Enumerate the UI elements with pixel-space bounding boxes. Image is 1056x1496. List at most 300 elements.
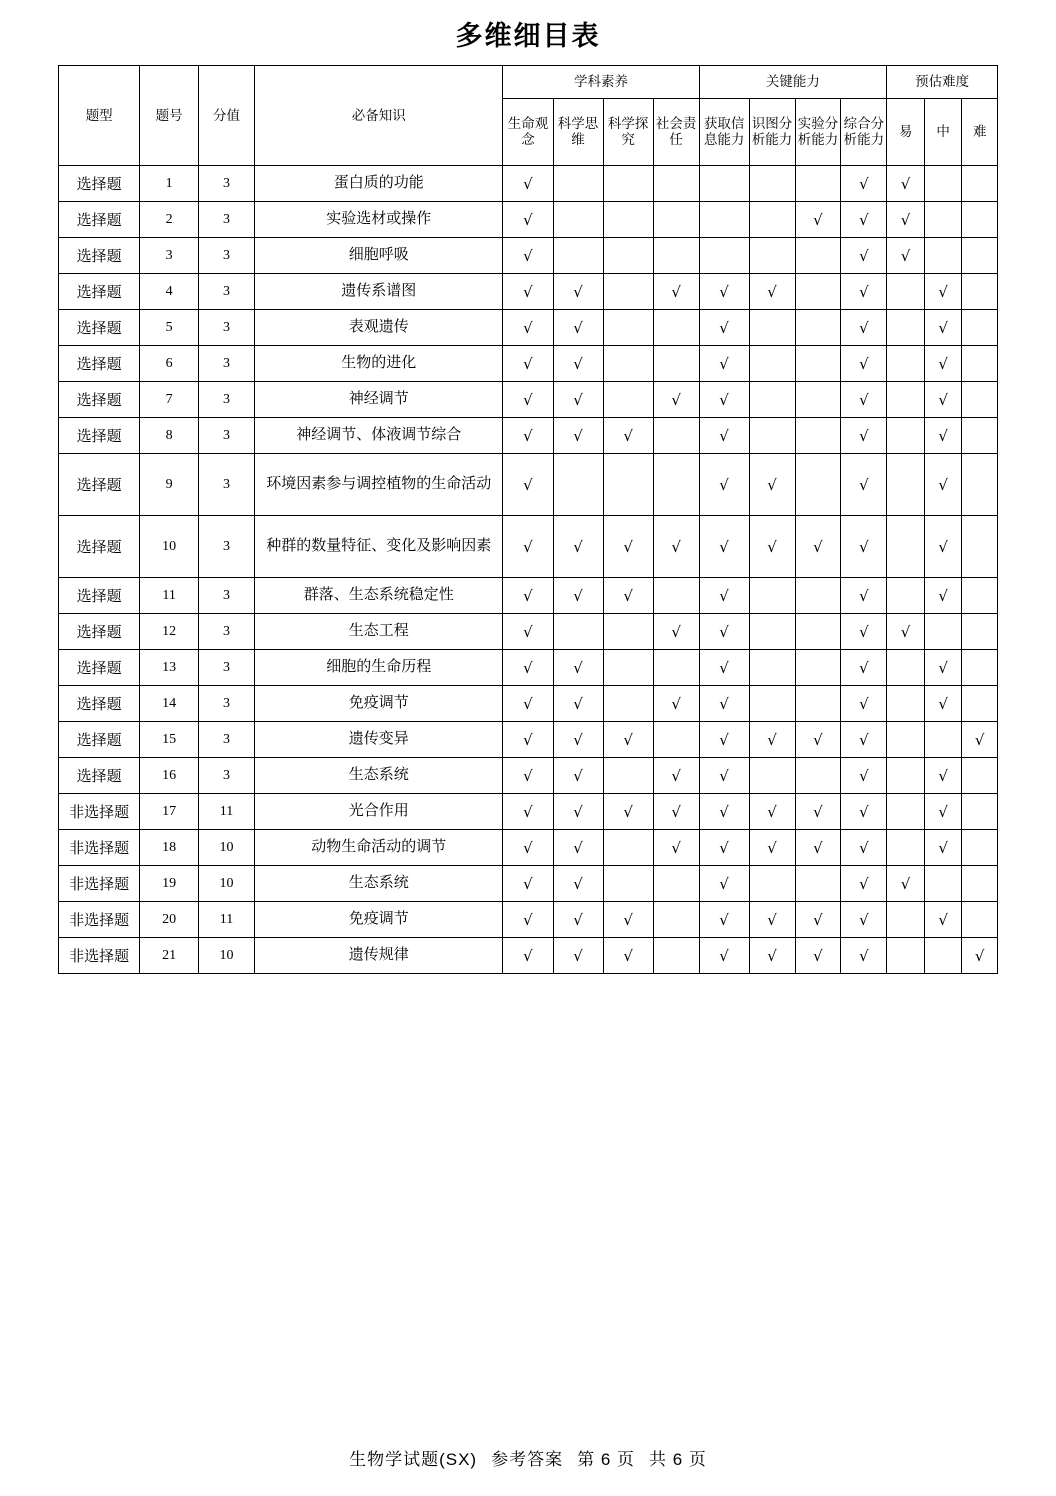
check-mark-icon: √ bbox=[573, 426, 583, 445]
table-row bbox=[59, 346, 998, 382]
cell-literacy-0 bbox=[503, 794, 553, 830]
cell-qnum: 3 bbox=[140, 238, 198, 274]
cell-ability-2 bbox=[795, 866, 841, 902]
cell-literacy-1 bbox=[553, 516, 603, 578]
cell-difficulty-0 bbox=[887, 310, 925, 346]
cell-ability-3 bbox=[841, 830, 887, 866]
cell-literacy-3 bbox=[653, 866, 699, 902]
check-mark-icon: √ bbox=[859, 390, 869, 409]
cell-difficulty-0 bbox=[887, 418, 925, 454]
cell-literacy-1 bbox=[553, 382, 603, 418]
cell-literacy-1 bbox=[553, 902, 603, 938]
cell-ability-3 bbox=[841, 382, 887, 418]
check-mark-icon: √ bbox=[671, 622, 681, 641]
cell-ability-2 bbox=[795, 382, 841, 418]
cell-ability-0 bbox=[699, 454, 749, 516]
cell-qtype: 非选择题 bbox=[59, 938, 140, 974]
check-mark-icon: √ bbox=[719, 658, 729, 677]
cell-ability-2 bbox=[795, 614, 841, 650]
check-mark-icon: √ bbox=[813, 946, 823, 965]
cell-knowledge: 动物生命活动的调节 bbox=[255, 830, 503, 866]
cell-literacy-0 bbox=[503, 902, 553, 938]
cell-qnum: 1 bbox=[140, 166, 198, 202]
cell-literacy-3 bbox=[653, 794, 699, 830]
cell-literacy-2 bbox=[603, 866, 653, 902]
footer-answer-label: 参考答案 bbox=[491, 1450, 564, 1469]
check-mark-icon: √ bbox=[767, 730, 777, 749]
cell-difficulty-1 bbox=[924, 274, 962, 310]
check-mark-icon: √ bbox=[938, 426, 948, 445]
cell-difficulty-1 bbox=[924, 722, 962, 758]
column-header-literacy-0: 生命观念 bbox=[503, 99, 553, 166]
table-row bbox=[59, 866, 998, 902]
check-mark-icon: √ bbox=[859, 318, 869, 337]
check-mark-icon: √ bbox=[719, 354, 729, 373]
cell-knowledge: 遗传变异 bbox=[255, 722, 503, 758]
check-mark-icon: √ bbox=[938, 318, 948, 337]
cell-difficulty-0 bbox=[887, 274, 925, 310]
check-mark-icon: √ bbox=[719, 946, 729, 965]
check-mark-icon: √ bbox=[719, 622, 729, 641]
cell-literacy-3 bbox=[653, 382, 699, 418]
cell-ability-1 bbox=[749, 686, 795, 722]
cell-ability-3 bbox=[841, 578, 887, 614]
cell-literacy-1 bbox=[553, 346, 603, 382]
cell-literacy-1 bbox=[553, 202, 603, 238]
cell-literacy-0 bbox=[503, 418, 553, 454]
cell-ability-3 bbox=[841, 866, 887, 902]
cell-ability-3 bbox=[841, 614, 887, 650]
cell-ability-2 bbox=[795, 578, 841, 614]
cell-ability-3 bbox=[841, 202, 887, 238]
cell-knowledge: 实验选材或操作 bbox=[255, 202, 503, 238]
check-mark-icon: √ bbox=[900, 622, 911, 641]
check-mark-icon: √ bbox=[859, 426, 869, 445]
cell-ability-0 bbox=[699, 614, 749, 650]
cell-literacy-2 bbox=[603, 274, 653, 310]
column-header-ability-2: 实验分析能力 bbox=[795, 99, 841, 166]
cell-literacy-0 bbox=[503, 274, 553, 310]
column-header-literacy-3: 社会责任 bbox=[653, 99, 699, 166]
cell-literacy-3 bbox=[653, 346, 699, 382]
cell-literacy-2 bbox=[603, 516, 653, 578]
table-row bbox=[59, 382, 998, 418]
cell-ability-0 bbox=[699, 310, 749, 346]
check-mark-icon: √ bbox=[813, 838, 823, 857]
check-mark-icon: √ bbox=[859, 874, 869, 893]
cell-difficulty-1 bbox=[924, 758, 962, 794]
cell-ability-1 bbox=[749, 274, 795, 310]
cell-score: 3 bbox=[198, 578, 254, 614]
table-row bbox=[59, 274, 998, 310]
cell-literacy-2 bbox=[603, 578, 653, 614]
cell-literacy-0 bbox=[503, 202, 553, 238]
cell-qnum: 10 bbox=[140, 516, 198, 578]
cell-ability-1 bbox=[749, 346, 795, 382]
cell-literacy-0 bbox=[503, 614, 553, 650]
cell-score: 11 bbox=[198, 902, 254, 938]
cell-difficulty-1 bbox=[924, 902, 962, 938]
cell-ability-1 bbox=[749, 722, 795, 758]
check-mark-icon: √ bbox=[900, 874, 911, 893]
cell-literacy-2 bbox=[603, 686, 653, 722]
cell-ability-3 bbox=[841, 274, 887, 310]
cell-difficulty-0 bbox=[887, 516, 925, 578]
cell-score: 3 bbox=[198, 454, 254, 516]
check-mark-icon: √ bbox=[859, 730, 869, 749]
cell-knowledge: 神经调节 bbox=[255, 382, 503, 418]
check-mark-icon: √ bbox=[813, 537, 823, 556]
cell-ability-2 bbox=[795, 418, 841, 454]
cell-ability-3 bbox=[841, 722, 887, 758]
cell-qnum: 11 bbox=[140, 578, 198, 614]
check-mark-icon: √ bbox=[623, 586, 633, 605]
cell-score: 3 bbox=[198, 686, 254, 722]
cell-literacy-1 bbox=[553, 614, 603, 650]
group-header-literacy: 学科素养 bbox=[503, 66, 699, 99]
cell-ability-3 bbox=[841, 166, 887, 202]
cell-literacy-2 bbox=[603, 830, 653, 866]
check-mark-icon: √ bbox=[938, 838, 948, 857]
cell-score: 3 bbox=[198, 238, 254, 274]
column-header-difficulty-2: 难 bbox=[962, 99, 998, 166]
cell-knowledge: 群落、生态系统稳定性 bbox=[255, 578, 503, 614]
table-row bbox=[59, 166, 998, 202]
check-mark-icon: √ bbox=[573, 658, 583, 677]
check-mark-icon: √ bbox=[523, 174, 533, 193]
group-header-difficulty: 预估难度 bbox=[887, 66, 998, 99]
cell-difficulty-0 bbox=[887, 902, 925, 938]
page-footer bbox=[0, 1445, 1056, 1470]
cell-difficulty-2 bbox=[962, 310, 998, 346]
check-mark-icon: √ bbox=[719, 766, 729, 785]
cell-literacy-2 bbox=[603, 794, 653, 830]
check-mark-icon: √ bbox=[719, 838, 729, 857]
cell-knowledge: 生态系统 bbox=[255, 866, 503, 902]
table-row bbox=[59, 614, 998, 650]
cell-literacy-1 bbox=[553, 166, 603, 202]
check-mark-icon: √ bbox=[573, 318, 583, 337]
cell-qtype: 选择题 bbox=[59, 454, 140, 516]
column-header-difficulty-0: 易 bbox=[887, 99, 925, 166]
check-mark-icon: √ bbox=[813, 210, 823, 229]
check-mark-icon: √ bbox=[623, 802, 633, 821]
cell-qtype: 选择题 bbox=[59, 578, 140, 614]
cell-literacy-1 bbox=[553, 310, 603, 346]
cell-literacy-2 bbox=[603, 614, 653, 650]
cell-difficulty-1 bbox=[924, 794, 962, 830]
cell-score: 3 bbox=[198, 650, 254, 686]
cell-literacy-3 bbox=[653, 686, 699, 722]
cell-difficulty-2 bbox=[962, 938, 998, 974]
check-mark-icon: √ bbox=[573, 282, 583, 301]
cell-literacy-0 bbox=[503, 382, 553, 418]
cell-literacy-0 bbox=[503, 310, 553, 346]
check-mark-icon: √ bbox=[573, 802, 583, 821]
cell-knowledge: 遗传规律 bbox=[255, 938, 503, 974]
cell-difficulty-2 bbox=[962, 650, 998, 686]
cell-literacy-2 bbox=[603, 202, 653, 238]
check-mark-icon: √ bbox=[671, 766, 681, 785]
cell-qnum: 19 bbox=[140, 866, 198, 902]
cell-qnum: 13 bbox=[140, 650, 198, 686]
cell-literacy-3 bbox=[653, 614, 699, 650]
check-mark-icon: √ bbox=[859, 537, 869, 556]
cell-ability-0 bbox=[699, 274, 749, 310]
cell-literacy-1 bbox=[553, 418, 603, 454]
check-mark-icon: √ bbox=[573, 730, 583, 749]
check-mark-icon: √ bbox=[719, 910, 729, 929]
cell-ability-0 bbox=[699, 202, 749, 238]
table-row bbox=[59, 418, 998, 454]
cell-difficulty-2 bbox=[962, 722, 998, 758]
table-row bbox=[59, 758, 998, 794]
cell-literacy-1 bbox=[553, 866, 603, 902]
cell-qtype: 选择题 bbox=[59, 202, 140, 238]
check-mark-icon: √ bbox=[859, 766, 869, 785]
cell-knowledge: 生物的进化 bbox=[255, 346, 503, 382]
cell-knowledge: 免疫调节 bbox=[255, 686, 503, 722]
check-mark-icon: √ bbox=[859, 586, 869, 605]
cell-literacy-1 bbox=[553, 830, 603, 866]
cell-qtype: 非选择题 bbox=[59, 794, 140, 830]
table-body bbox=[59, 166, 998, 974]
cell-ability-2 bbox=[795, 238, 841, 274]
check-mark-icon: √ bbox=[938, 766, 948, 785]
cell-qtype: 选择题 bbox=[59, 346, 140, 382]
cell-score: 3 bbox=[198, 614, 254, 650]
cell-ability-0 bbox=[699, 578, 749, 614]
check-mark-icon: √ bbox=[573, 946, 583, 965]
check-mark-icon: √ bbox=[900, 174, 911, 193]
check-mark-icon: √ bbox=[671, 282, 681, 301]
cell-qnum: 15 bbox=[140, 722, 198, 758]
cell-ability-0 bbox=[699, 722, 749, 758]
cell-literacy-0 bbox=[503, 650, 553, 686]
table-row bbox=[59, 454, 998, 516]
cell-score: 10 bbox=[198, 866, 254, 902]
cell-qnum: 2 bbox=[140, 202, 198, 238]
cell-literacy-2 bbox=[603, 722, 653, 758]
table-row bbox=[59, 650, 998, 686]
check-mark-icon: √ bbox=[859, 622, 869, 641]
cell-literacy-0 bbox=[503, 758, 553, 794]
cell-ability-1 bbox=[749, 794, 795, 830]
cell-literacy-3 bbox=[653, 578, 699, 614]
cell-ability-2 bbox=[795, 274, 841, 310]
cell-knowledge: 表观遗传 bbox=[255, 310, 503, 346]
cell-literacy-3 bbox=[653, 238, 699, 274]
check-mark-icon: √ bbox=[719, 537, 729, 556]
cell-ability-1 bbox=[749, 382, 795, 418]
detail-table-container bbox=[58, 65, 998, 974]
cell-ability-2 bbox=[795, 722, 841, 758]
cell-ability-2 bbox=[795, 516, 841, 578]
check-mark-icon: √ bbox=[671, 802, 681, 821]
cell-ability-3 bbox=[841, 454, 887, 516]
cell-literacy-2 bbox=[603, 418, 653, 454]
cell-knowledge: 神经调节、体液调节综合 bbox=[255, 418, 503, 454]
cell-ability-2 bbox=[795, 758, 841, 794]
cell-qtype: 选择题 bbox=[59, 686, 140, 722]
cell-ability-0 bbox=[699, 650, 749, 686]
cell-knowledge: 光合作用 bbox=[255, 794, 503, 830]
footer-subject: 生物学试题(SX) bbox=[349, 1450, 478, 1469]
check-mark-icon: √ bbox=[719, 475, 729, 494]
cell-difficulty-1 bbox=[924, 578, 962, 614]
cell-qnum: 5 bbox=[140, 310, 198, 346]
cell-difficulty-0 bbox=[887, 938, 925, 974]
check-mark-icon: √ bbox=[523, 838, 533, 857]
cell-difficulty-0 bbox=[887, 866, 925, 902]
check-mark-icon: √ bbox=[523, 426, 533, 445]
cell-knowledge: 蛋白质的功能 bbox=[255, 166, 503, 202]
cell-score: 3 bbox=[198, 202, 254, 238]
check-mark-icon: √ bbox=[623, 910, 633, 929]
cell-literacy-3 bbox=[653, 938, 699, 974]
check-mark-icon: √ bbox=[938, 390, 948, 409]
table-row bbox=[59, 830, 998, 866]
check-mark-icon: √ bbox=[523, 694, 533, 713]
cell-literacy-1 bbox=[553, 938, 603, 974]
column-header-score: 分值 bbox=[198, 66, 254, 166]
cell-knowledge: 生态系统 bbox=[255, 758, 503, 794]
cell-difficulty-0 bbox=[887, 202, 925, 238]
check-mark-icon: √ bbox=[859, 354, 869, 373]
cell-ability-3 bbox=[841, 310, 887, 346]
cell-knowledge: 环境因素参与调控植物的生命活动 bbox=[255, 454, 503, 516]
cell-difficulty-0 bbox=[887, 166, 925, 202]
cell-difficulty-0 bbox=[887, 614, 925, 650]
table-row bbox=[59, 686, 998, 722]
cell-ability-3 bbox=[841, 686, 887, 722]
cell-qtype: 选择题 bbox=[59, 274, 140, 310]
check-mark-icon: √ bbox=[938, 658, 948, 677]
cell-literacy-2 bbox=[603, 382, 653, 418]
check-mark-icon: √ bbox=[767, 282, 777, 301]
cell-difficulty-0 bbox=[887, 686, 925, 722]
cell-ability-2 bbox=[795, 830, 841, 866]
check-mark-icon: √ bbox=[573, 694, 583, 713]
check-mark-icon: √ bbox=[974, 730, 985, 749]
cell-qnum: 16 bbox=[140, 758, 198, 794]
check-mark-icon: √ bbox=[767, 838, 777, 857]
detail-table bbox=[58, 65, 998, 974]
cell-difficulty-1 bbox=[924, 238, 962, 274]
check-mark-icon: √ bbox=[523, 622, 533, 641]
cell-literacy-1 bbox=[553, 722, 603, 758]
cell-qnum: 21 bbox=[140, 938, 198, 974]
cell-qtype: 选择题 bbox=[59, 238, 140, 274]
cell-difficulty-0 bbox=[887, 346, 925, 382]
cell-ability-0 bbox=[699, 516, 749, 578]
cell-literacy-3 bbox=[653, 310, 699, 346]
cell-ability-2 bbox=[795, 454, 841, 516]
check-mark-icon: √ bbox=[623, 946, 633, 965]
footer-page-number: 第 6 页 bbox=[577, 1450, 635, 1469]
check-mark-icon: √ bbox=[523, 390, 533, 409]
check-mark-icon: √ bbox=[938, 282, 948, 301]
check-mark-icon: √ bbox=[938, 910, 948, 929]
cell-ability-2 bbox=[795, 902, 841, 938]
cell-literacy-3 bbox=[653, 166, 699, 202]
cell-literacy-3 bbox=[653, 902, 699, 938]
cell-difficulty-2 bbox=[962, 902, 998, 938]
footer-total-pages: 共 6 页 bbox=[649, 1450, 707, 1469]
cell-ability-0 bbox=[699, 830, 749, 866]
cell-difficulty-1 bbox=[924, 650, 962, 686]
check-mark-icon: √ bbox=[719, 586, 729, 605]
cell-literacy-0 bbox=[503, 830, 553, 866]
cell-qnum: 20 bbox=[140, 902, 198, 938]
table-head bbox=[59, 66, 998, 166]
table-group-header-row bbox=[59, 66, 998, 99]
cell-ability-2 bbox=[795, 794, 841, 830]
cell-knowledge: 细胞呼吸 bbox=[255, 238, 503, 274]
column-header-qtype: 题型 bbox=[59, 66, 140, 166]
cell-qtype: 非选择题 bbox=[59, 866, 140, 902]
check-mark-icon: √ bbox=[859, 210, 869, 229]
check-mark-icon: √ bbox=[523, 246, 533, 265]
cell-qtype: 选择题 bbox=[59, 722, 140, 758]
cell-knowledge: 种群的数量特征、变化及影响因素 bbox=[255, 516, 503, 578]
cell-ability-3 bbox=[841, 902, 887, 938]
cell-difficulty-2 bbox=[962, 202, 998, 238]
check-mark-icon: √ bbox=[719, 282, 729, 301]
cell-ability-3 bbox=[841, 758, 887, 794]
cell-ability-1 bbox=[749, 516, 795, 578]
cell-literacy-2 bbox=[603, 650, 653, 686]
cell-ability-3 bbox=[841, 938, 887, 974]
cell-difficulty-2 bbox=[962, 382, 998, 418]
page-title: 多维细目表 bbox=[455, 21, 601, 51]
cell-ability-1 bbox=[749, 650, 795, 686]
check-mark-icon: √ bbox=[573, 354, 583, 373]
cell-difficulty-1 bbox=[924, 516, 962, 578]
table-row bbox=[59, 202, 998, 238]
table-row bbox=[59, 516, 998, 578]
cell-difficulty-1 bbox=[924, 454, 962, 516]
cell-ability-0 bbox=[699, 238, 749, 274]
cell-ability-0 bbox=[699, 938, 749, 974]
check-mark-icon: √ bbox=[859, 658, 869, 677]
cell-ability-1 bbox=[749, 938, 795, 974]
cell-qnum: 4 bbox=[140, 274, 198, 310]
check-mark-icon: √ bbox=[974, 946, 985, 965]
cell-literacy-2 bbox=[603, 166, 653, 202]
cell-score: 3 bbox=[198, 418, 254, 454]
cell-difficulty-1 bbox=[924, 202, 962, 238]
column-header-difficulty-1: 中 bbox=[924, 99, 962, 166]
cell-ability-2 bbox=[795, 650, 841, 686]
check-mark-icon: √ bbox=[523, 475, 533, 494]
cell-literacy-1 bbox=[553, 238, 603, 274]
cell-literacy-0 bbox=[503, 454, 553, 516]
table-row bbox=[59, 578, 998, 614]
cell-qnum: 18 bbox=[140, 830, 198, 866]
table-row bbox=[59, 938, 998, 974]
cell-difficulty-2 bbox=[962, 346, 998, 382]
check-mark-icon: √ bbox=[719, 694, 729, 713]
cell-ability-0 bbox=[699, 382, 749, 418]
cell-literacy-0 bbox=[503, 938, 553, 974]
check-mark-icon: √ bbox=[859, 694, 869, 713]
cell-score: 3 bbox=[198, 310, 254, 346]
check-mark-icon: √ bbox=[859, 282, 869, 301]
column-header-ability-1: 识图分析能力 bbox=[749, 99, 795, 166]
cell-score: 11 bbox=[198, 794, 254, 830]
cell-literacy-3 bbox=[653, 722, 699, 758]
